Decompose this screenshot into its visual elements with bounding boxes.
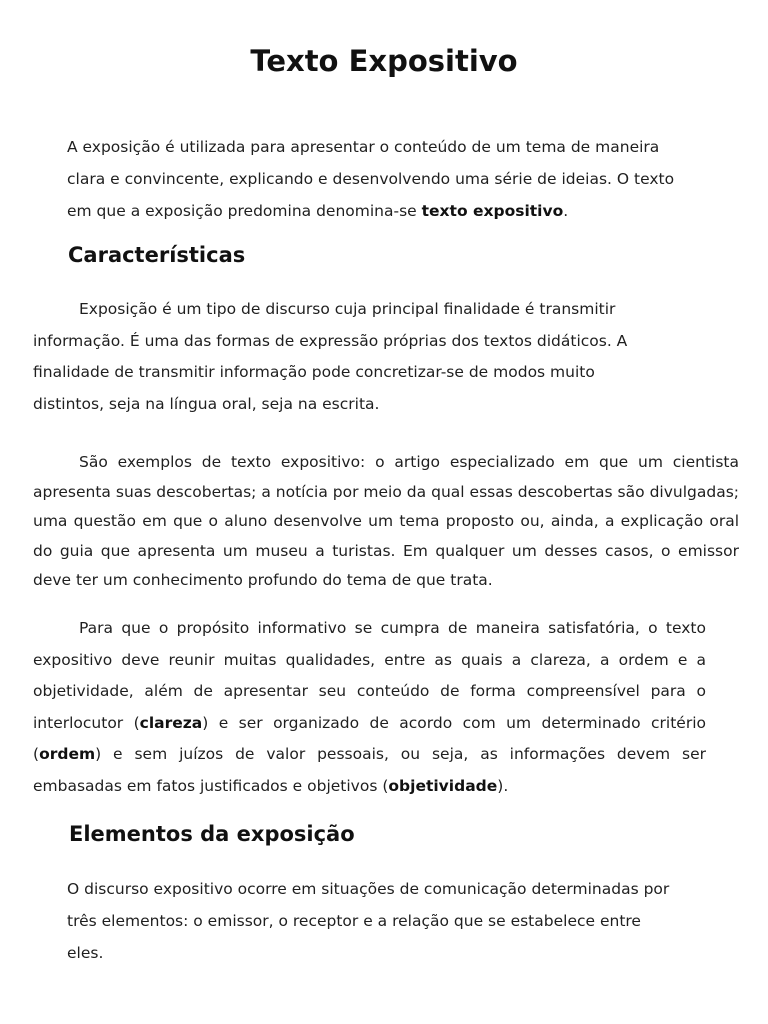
section-heading-caracteristicas: Características bbox=[68, 243, 246, 267]
p3-text-3: ) e sem juízos de valor pessoais, ou seja, as informações devem ser embasadas em fatos justificados e objetivos ( bbox=[33, 745, 706, 795]
document-title: Texto Expositivo bbox=[250, 44, 518, 78]
p4-line-1: O discurso expositivo ocorre em situações de comunicação determinadas por bbox=[67, 880, 670, 898]
p1-line-2: informação. É uma das formas de expressão próprias dos textos didáticos. A bbox=[33, 331, 628, 350]
intro-line-2: clara e convincente, explicando e desenvolvendo uma série de ideias. O texto bbox=[67, 170, 675, 188]
p3-bold-clareza: clareza bbox=[139, 713, 203, 732]
caracteristicas-paragraph-2: São exemplos de texto expositivo: o artigo especializado em que um cientista apresenta suas descobertas; a notícia por meio da qual essas descobertas são divulgadas; uma questão em que o aluno desenvolve um tema proposto ou, ainda, a explicação oral do guia que apresenta um museu a turistas. Em qualquer um desses casos, o emissor deve ter um conhecimento profundo do tema de que trata. bbox=[33, 453, 739, 589]
p1-line-3: finalidade de transmitir informação pode concretizar-se de modos muito bbox=[33, 363, 595, 381]
section-heading-elementos: Elementos da exposição bbox=[69, 822, 355, 846]
elementos-paragraph bbox=[67, 873, 717, 969]
p4-line-3: eles. bbox=[67, 944, 104, 962]
intro-line-1: A exposição é utilizada para apresentar o conteúdo de um tema de maneira bbox=[67, 138, 660, 156]
intro-line-3-text: em que a exposição predomina denomina-se bbox=[67, 202, 422, 220]
p3-text-2: ) e ser organizado de acordo com um determinado critério ( bbox=[33, 713, 706, 764]
p3-bold-ordem: ordem bbox=[39, 745, 96, 764]
p1-line-1: Exposição é um tipo de discurso cuja principal finalidade é transmitir bbox=[79, 300, 616, 318]
intro-bold-term: texto expositivo bbox=[421, 202, 564, 220]
p1-line-4: distintos, seja na língua oral, seja na escrita. bbox=[33, 394, 380, 413]
p4-line-2: três elementos: o emissor, o receptor e a relação que se estabelece entre bbox=[67, 912, 641, 930]
p3-text-1: Para que o propósito informativo se cumpra de maneira satisfatória, o texto expositivo deve reunir muitas qualidades, entre as quais a clareza, a ordem e a objetividade, além de apresentar seu conteúdo de forma compreensível para o interlocutor ( bbox=[33, 619, 706, 732]
caracteristicas-paragraph-3 bbox=[33, 613, 706, 803]
p3-text-4: ). bbox=[497, 776, 509, 795]
intro-line-3 bbox=[67, 195, 707, 227]
intro-line-3-end: . bbox=[563, 202, 569, 220]
caracteristicas-paragraph-1 bbox=[33, 294, 673, 420]
intro-paragraph bbox=[67, 131, 707, 227]
p3-bold-objetividade: objetividade bbox=[388, 776, 498, 795]
